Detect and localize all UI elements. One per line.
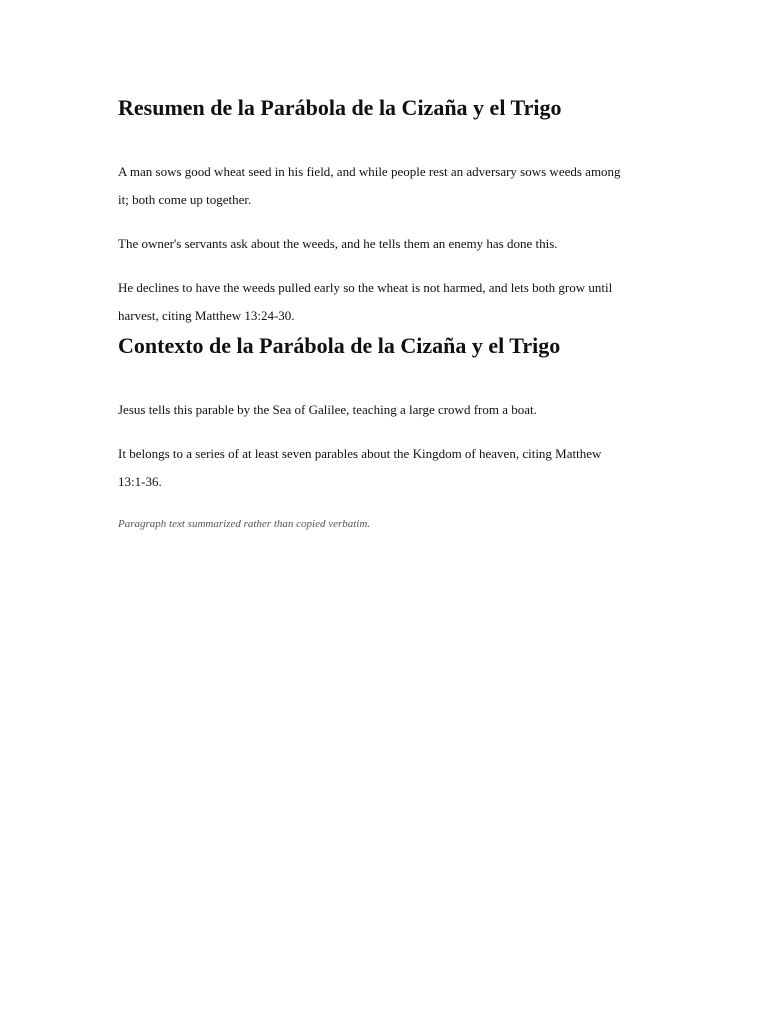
summary-paragraph: He declines to have the weeds pulled early so the wheat is not harmed, and lets both grow until harvest, citing Matthew 13:24-30. bbox=[118, 280, 613, 323]
summary-paragraph: The owner's servants ask about the weeds, and he tells them an enemy has done this. bbox=[118, 236, 558, 251]
summary-note: Paragraph text summarized rather than copied verbatim. bbox=[118, 518, 371, 530]
section-title-context: Contexto de la Parábola de la Cizaña y el Trigo bbox=[118, 333, 561, 358]
summary-paragraph: Jesus tells this parable by the Sea of Galilee, teaching a large crowd from a boat. bbox=[118, 402, 537, 417]
summary-paragraph: It belongs to a series of at least seven parables about the Kingdom of heaven, citing Matthew 13:1-36. bbox=[118, 446, 602, 489]
document-page bbox=[118, 92, 624, 532]
section-title-summary: Resumen de la Parábola de la Cizaña y el Trigo bbox=[118, 95, 562, 120]
summary-paragraph: A man sows good wheat seed in his field, and while people rest an adversary sows weeds among it; both come up together. bbox=[118, 164, 621, 207]
